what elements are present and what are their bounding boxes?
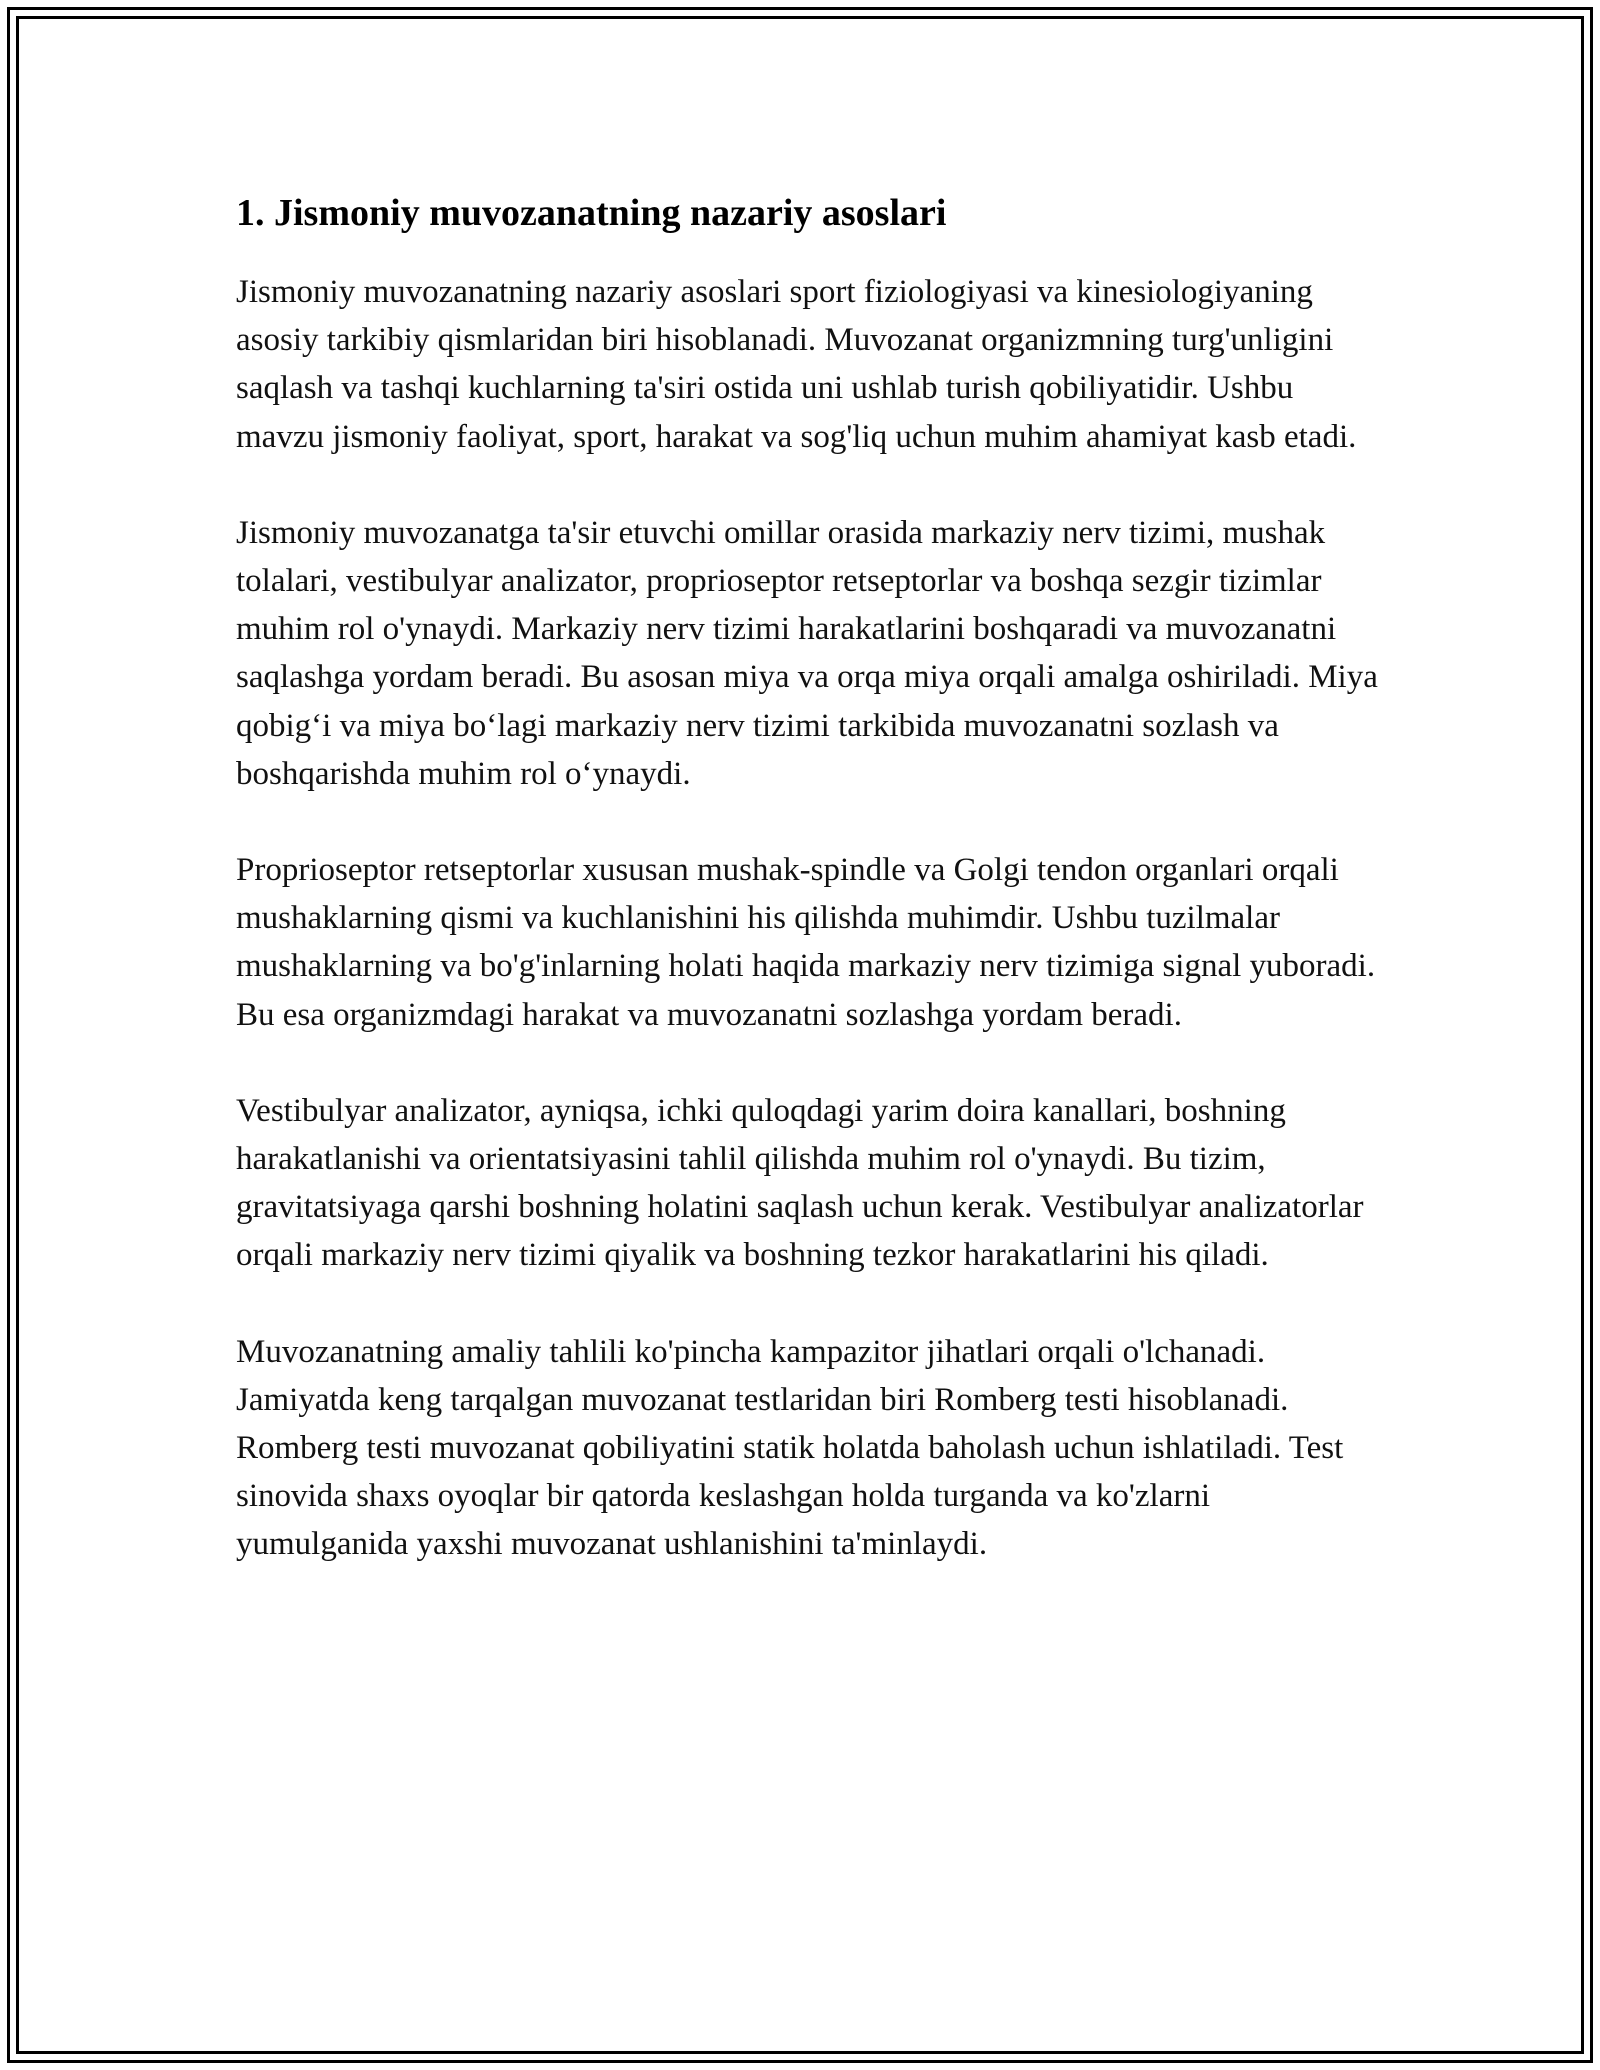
section-heading: 1. Jismoniy muvozanatning nazariy asoslari: [236, 192, 947, 234]
document-body: [236, 188, 1386, 1617]
paragraph-intro: Jismoniy muvozanatning nazariy asoslari sport fiziologiyasi va kinesiologiyaning asosiy tarkibiy qismlaridan biri hisoblanadi. Muvozanat organizmning turg'unligini saqlash va tashqi kuchlarning ta'siri ostida uni ushlab turish qobiliyatidir. Ushbu mavzu jismoniy faoliyat, sport, harakat va sog'liq uchun muhim ahamiyat kasb etadi.: [236, 274, 1357, 455]
paragraph-proprioceptors: Proprioseptor retseptorlar xususan mushak-spindle va Golgi tendon organlari orqali mushaklarning qismi va kuchlanishini his qilishda muhimdir. Ushbu tuzilmalar mushaklarning va bo'g'inlarning holati haqida markaziy nerv tizimiga signal yuboradi. Bu esa organizmdagi harakat va muvozanatni sozlashga yordam beradi.: [236, 852, 1376, 1033]
paragraph-nervous-system: Jismoniy muvozanatga ta'sir etuvchi omillar orasida markaziy nerv tizimi, mushak tolalari, vestibulyar analizator, proprioseptor retseptorlar va boshqa sezgir tizimlar muhim rol o'ynaydi. Markaziy nerv tizimi harakatlarini boshqaradi va muvozanatni saqlashga yordam beradi. Bu asosan miya va orqa miya orqali amalga oshiriladi. Miya qobig‘i va miya bo‘lagi markaziy nerv tizimi tarkibida muvozanatni sozlash va boshqarishda muhim rol o‘ynaydi.: [236, 514, 1378, 792]
paragraph-vestibular: Vestibulyar analizator, ayniqsa, ichki quloqdagi yarim doira kanallari, boshning harakatlanishi va orientatsiyasini tahlil qilishda muhim rol o'ynaydi. Bu tizim, gravitatsiyaga qarshi boshning holatini saqlash uchun kerak. Vestibulyar analizatorlar orqali markaziy nerv tizimi qiyalik va boshning tezkor harakatlarini his qiladi.: [236, 1092, 1364, 1274]
paragraph-romberg-test: Muvozanatning amaliy tahlili ko'pincha kampazitor jihatlari orqali o'lchanadi. Jamiyatda keng tarqalgan muvozanat testlaridan biri Romberg testi hisoblanadi. Romberg testi muvozanat qobiliyatini statik holatda baholash uchun ishlatiladi. Test sinovida shaxs oyoqlar bir qatorda keslashgan holda turganda va ko'zlarni yumulganida yaxshi muvozanat ushlanishini ta'minlaydi.: [236, 1333, 1344, 1563]
